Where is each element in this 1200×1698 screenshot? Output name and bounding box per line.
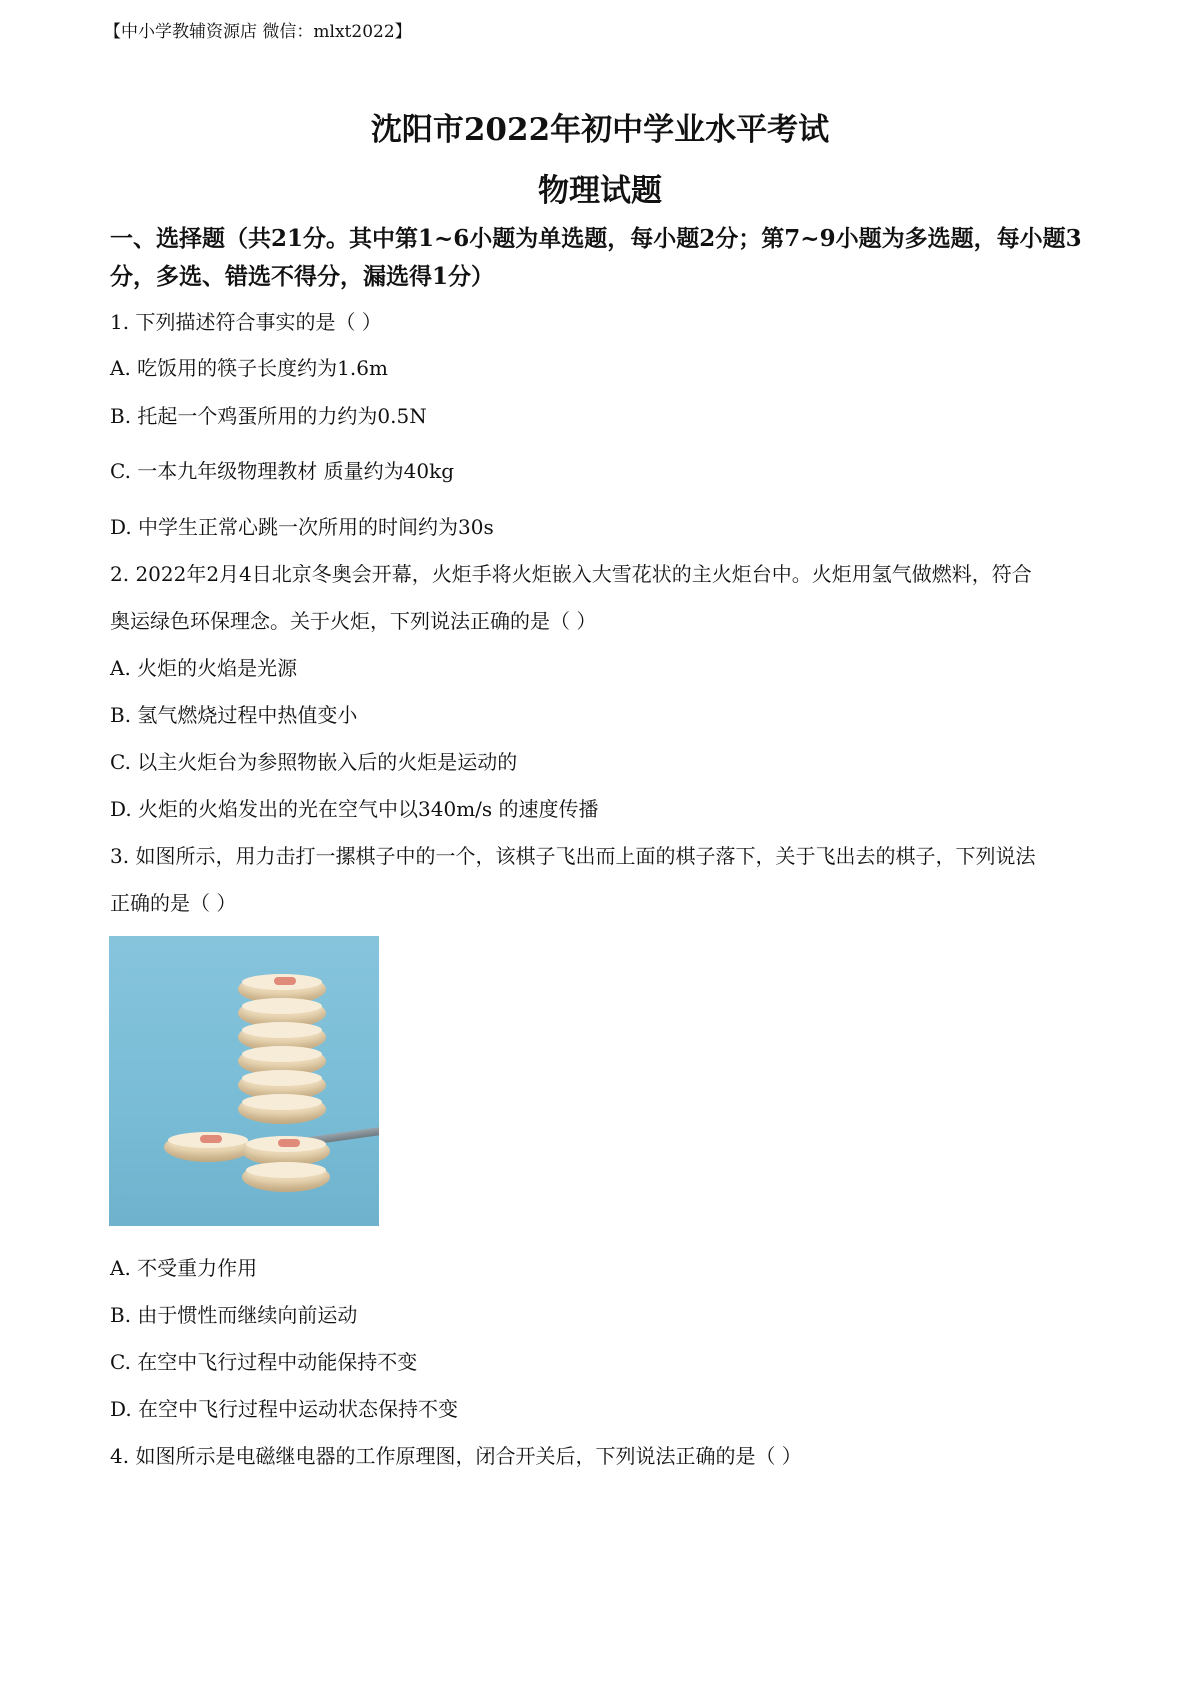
q2-option-a: A. 火炬的火焰是光源	[110, 656, 298, 680]
q3-option-d: D. 在空中飞行过程中运动状态保持不变	[110, 1397, 459, 1421]
q2-stem-line1: 2. 2022年2月4日北京冬奥会开幕，火炬手将火炬嵌入大雪花状的主火炬台中。火炬用氢气做燃料，符合	[110, 562, 1032, 586]
q2-stem-line2: 奥运绿色环保理念。关于火炬，下列说法正确的是（ ）	[110, 609, 597, 633]
q2-option-b: B. 氢气燃烧过程中热值变小	[110, 703, 358, 727]
exam-title: 沈阳市2022年初中学业水平考试	[370, 112, 830, 148]
q3-stem-line2: 正确的是（ ）	[110, 891, 237, 915]
q3-option-a: A. 不受重力作用	[110, 1256, 258, 1280]
chess-piece	[242, 1162, 330, 1192]
q1-stem: 1. 下列描述符合事实的是（ ）	[110, 310, 382, 334]
q2-option-c: C. 以主火炬台为参照物嵌入后的火炬是运动的	[110, 750, 518, 774]
chess-pieces-photo	[109, 936, 379, 1226]
q1-option-c: C. 一本九年级物理教材 质量约为40kg	[110, 459, 455, 483]
q3-stem-line1: 3. 如图所示，用力击打一摞棋子中的一个，该棋子飞出而上面的棋子落下，关于飞出去的棋子，下列说法	[110, 844, 1036, 868]
exam-subtitle: 物理试题	[538, 173, 662, 209]
header-note: 【中小学教辅资源店 微信：mlxt2022】	[104, 22, 412, 42]
q3-option-b: B. 由于惯性而继续向前运动	[110, 1303, 358, 1327]
q1-option-a: A. 吃饭用的筷子长度约为1.6m	[110, 356, 388, 380]
q3-option-c: C. 在空中飞行过程中动能保持不变	[110, 1350, 418, 1374]
chess-piece	[238, 1094, 326, 1124]
section-heading: 一、选择题（共21分。其中第1~6小题为单选题，每小题2分；第7~9小题为多选题，每小题3分，多选、错选不得分，漏选得1分）	[110, 225, 1082, 290]
q1-option-d: D. 中学生正常心跳一次所用的时间约为30s	[110, 515, 494, 539]
flying-chess-piece	[164, 1132, 252, 1162]
q2-option-d: D. 火炬的火焰发出的光在空气中以340m/s 的速度传播	[110, 797, 599, 821]
q4-stem: 4. 如图所示是电磁继电器的工作原理图，闭合开关后，下列说法正确的是（ ）	[110, 1444, 802, 1468]
q1-option-b: B. 托起一个鸡蛋所用的力约为0.5N	[110, 404, 427, 428]
